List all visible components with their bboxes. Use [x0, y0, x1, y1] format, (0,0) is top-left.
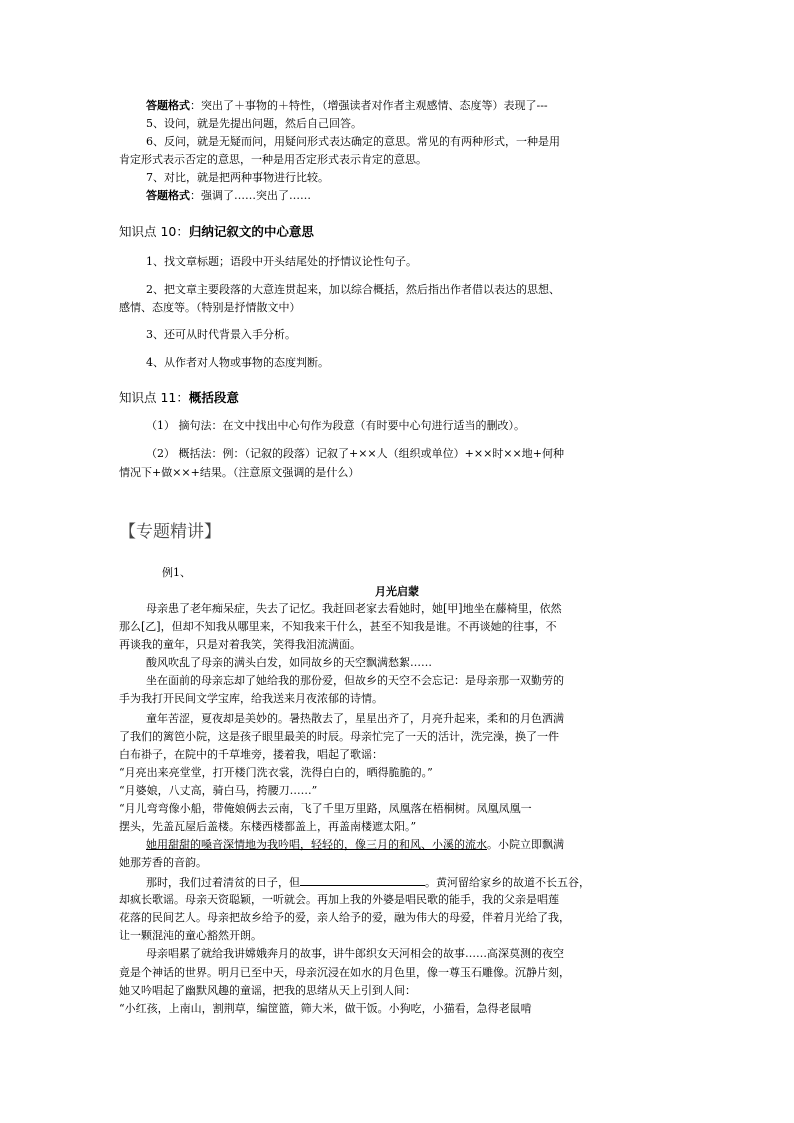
kp10-item-2-cont: 感情、态度等。（特别是抒情散文中） [119, 301, 301, 314]
kp10-prefix: 知识点 10： [119, 224, 189, 239]
kp10-item-4: 4、从作者对人物或事物的态度判断。 [146, 356, 329, 369]
passage-line-9: 白布褂子，在院中的千草堆旁，搂着我，唱起了歌谣： [119, 748, 383, 761]
kp11-item-1: （1） 摘句法：在文中找出中心句作为段意（有时要中心句进行适当的删改）。 [146, 419, 525, 432]
kp11-item-2-cont: 情况下+做××+结果。（注意原文强调的是什么） [119, 466, 360, 479]
passage-line-7: 童年苦涩，夏夜却是美妙的。暑热散去了，星星出齐了，月亮升起来，柔和的月色洒满 [146, 712, 564, 725]
passage-line-18: 花落的民间艺人。母亲把故乡给予的爱，亲人给予的爱，融为伟大的母爱，伴着月光给了我， [119, 911, 570, 924]
passage-line-21: 竟是个神话的世界。明月已至中天，母亲沉浸在如水的月色里，像一尊玉石雕像。沉静片刻， [119, 966, 570, 979]
passage-line-14-tail: 。小院立即飘满 [487, 838, 564, 851]
passage-line-17: 却疯长歌谣。母亲天资聪颖，一听就会。再加上我的外婆是唱民歌的能手，我的父亲是唱莲 [119, 893, 559, 906]
fill-in-blank[interactable] [300, 874, 425, 886]
knowledge-point-10-heading [119, 222, 314, 240]
kp11-title: 概括段意 [188, 390, 239, 405]
passage-line-19: 让一颗混沌的童心豁然开朗。 [119, 929, 262, 942]
passage-line-5: 坐在面前的母亲忘却了她给我的那份爱，但故乡的天空不会忘记：是母亲那一双勤劳的 [146, 674, 564, 687]
rhetoric-item-6: 6、反问，就是无疑而问，用疑问形式表达确定的意思。常见的有两种形式，一种是用 [146, 135, 560, 148]
passage-line-15: 她那芳香的音韵。 [119, 856, 207, 869]
kp10-item-2: 2、把文章主要段落的大意连贯起来，加以综合概括，然后指出作者借以表达的思想、 [146, 283, 560, 296]
passage-line-4: 酸风吹乱了母亲的满头白发，如同故乡的天空飘满愁絮…… [146, 656, 432, 669]
section-heading: 【专题精讲】 [119, 522, 221, 542]
passage-line-8: 了我们的篱笆小院，这是孩子眼里最美的时辰。母亲忙完了一天的活计，洗完澡，换了一件 [119, 730, 559, 743]
passage-line-6: 手为我打开民间文学宝库，给我送来月夜浓郁的诗情。 [119, 692, 383, 705]
passage-line-16-head: 那时，我们过着清贫的日子，但 [146, 876, 300, 889]
passage-line-13: 摆头，先盖瓦屋后盖楼。东楼西楼都盖上，再盖南楼遮太阳。” [119, 820, 417, 833]
passage-line-16 [146, 874, 590, 890]
knowledge-point-11-heading [119, 388, 239, 406]
answer-format-label: 答题格式 [146, 99, 190, 112]
passage-line-14 [146, 837, 564, 852]
passage-line-22: 她又吟唱起了幽默风趣的童谣，把我的思绪从天上引到人间： [119, 984, 416, 997]
answer-format-line-2 [146, 188, 311, 203]
answer-format-line [146, 98, 548, 113]
passage-line-2: 那么[乙]，但却不知我从哪里来，不知我来干什么，甚至不知我是谁。不再谈她的往事，不 [119, 620, 557, 633]
answer-format-text-2: ：强调了……突出了…… [190, 189, 311, 202]
answer-format-label-2: 答题格式 [146, 189, 190, 202]
kp10-title: 归纳记叙文的中心意思 [188, 224, 314, 239]
passage-line-10: “月亮出来亮堂堂，打开楼门洗衣裳，洗得白白的，晒得脆脆的。” [119, 766, 433, 779]
example-label: 例1、 [162, 566, 191, 579]
passage-line-11: “月婆娘，八丈高，骑白马，挎腰刀……” [119, 784, 318, 797]
passage-line-16-tail: 。黄河留给家乡的故道不长五谷， [425, 876, 590, 889]
kp11-item-2: （2） 概括法：例：（记叙的段落）记叙了+××人（组织或单位）+××时××地+何种 [146, 447, 564, 460]
passage-line-20: 母亲唱累了就给我讲嫦娥奔月的故事，讲牛郎织女天河相会的故事……高深莫测的夜空 [146, 947, 564, 960]
rhetoric-item-7: 7、对比，就是把两种事物进行比较。 [146, 171, 329, 184]
kp11-prefix: 知识点 11： [119, 390, 189, 405]
kp10-item-1: 1、找文章标题；语段中开头结尾处的抒情议论性句子。 [146, 255, 417, 268]
answer-format-text: ：突出了＋事物的＋特性，（增强读者对作者主观感情、态度等）表现了--- [190, 99, 548, 112]
rhetoric-item-6-cont: 肯定形式表示否定的意思，一种是用否定形式表示肯定的意思。 [119, 153, 427, 166]
passage-line-3: 再谈我的童年，只是对着我笑，笑得我泪流满面。 [119, 638, 361, 651]
rhetoric-item-5: 5、设问，就是先提出问题，然后自己回答。 [146, 117, 362, 130]
passage-line-12: “月儿弯弯像小船，带俺娘俩去云南，飞了千里万里路，凤凰落在梧桐树。凤凰凤凰一 [119, 802, 532, 815]
example-title: 月光启蒙 [375, 585, 419, 598]
underlined-sentence: 她用甜甜的嗓音深情地为我吟唱，轻轻的，像三月的和风、小溪的流水 [146, 838, 487, 851]
kp10-item-3: 3、还可从时代背景入手分析。 [146, 328, 296, 341]
passage-line-23: “小红孩，上南山，割荆草，编筐篮，筛大米，做干饭。小狗吃，小猫看，急得老鼠啃 [119, 1002, 532, 1015]
passage-line-1: 母亲患了老年痴呆症，失去了记忆。我赶回老家去看她时，她[甲]地坐在藤椅里，依然 [146, 602, 562, 615]
